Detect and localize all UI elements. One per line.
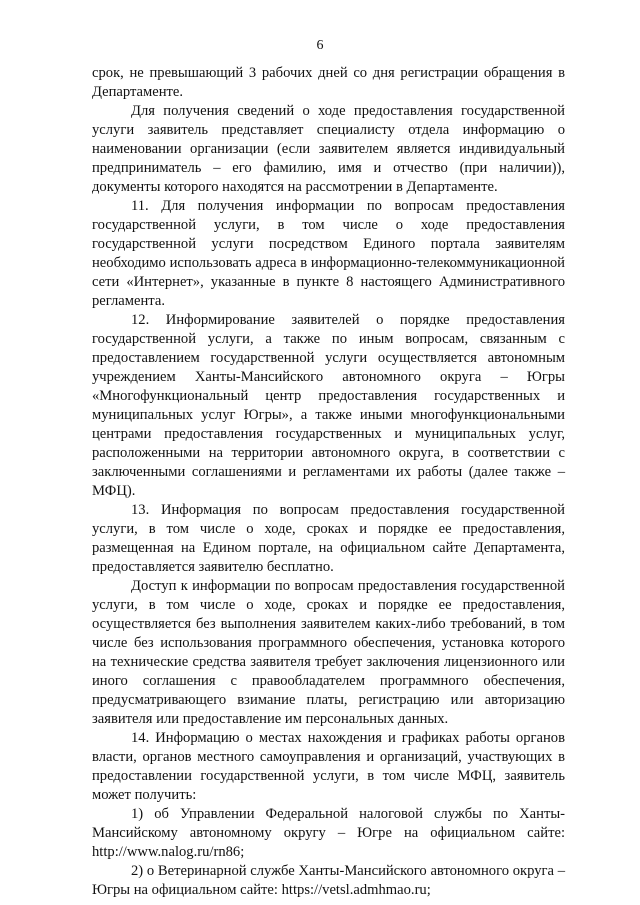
document-body xyxy=(92,64,565,900)
paragraph-item-14: 14. Информацию о местах нахождения и графиках работы органов власти, органов местного самоуправления и организаций, участвующих в предоставлении государственной услуги, в том числе МФЦ, заявитель может получить: xyxy=(92,730,565,803)
page-number: 6 xyxy=(316,38,324,53)
list-item-1: 1) об Управлении Федеральной налоговой службы по Ханты-Мансийскому автономному округу – Югре на официальном сайте: http://www.nalog.ru/rn86; xyxy=(92,806,565,860)
paragraph-item-11: 11. Для получения информации по вопросам предоставления государственной услуги, в том числе о ходе предоставления государственной услуги посредством Единого портала заявителям необходимо использовать адреса в информационно-телекоммуникационной сети «Интернет», указанные в пункте 8 настоящего Административного регламента. xyxy=(92,198,565,309)
list-item-2: 2) о Ветеринарной службе Ханты-Мансийского автономного округа – Югры на официальном сайте: https://vetsl.admhmao.ru; xyxy=(92,863,565,898)
paragraph-access-info: Доступ к информации по вопросам предоставления государственной услуги, в том числе о ходе, сроках и порядке ее предоставления, осуществляется без выполнения заявителем каких-либо требований, в том числе без использования программного обеспечения, установка которого на технические средства заявителя требует заключения лицензионного или иного соглашения с правообладателем программного обеспечения, предусматривающего взимание платы, регистрацию или авторизацию заявителя или предоставление им персональных данных. xyxy=(92,578,565,727)
paragraph-item-13: 13. Информация по вопросам предоставления государственной услуги, в том числе о ходе, сроках и порядке ее предоставления, размещенная на Едином портале, на официальном сайте Департамента, предоставляется заявителю бесплатно. xyxy=(92,502,565,575)
paragraph-status-info: Для получения сведений о ходе предоставления государственной услуги заявитель представляет специалисту отдела информацию о наименовании организации (если заявителем является индивидуальный предприниматель – его фамилию, имя и отчество (при наличии)), документы которого находятся на рассмотрении в Департаменте. xyxy=(92,103,565,195)
paragraph-deadline-continuation: срок, не превышающий 3 рабочих дней со дня регистрации обращения в Департаменте. xyxy=(92,65,565,100)
paragraph-item-12: 12. Информирование заявителей о порядке предоставления государственной услуги, а также по иным вопросам, связанным с предоставлением государственной услуги осуществляется автономным учреждением Ханты-Мансийского автономного округа – Югры «Многофункциональный центр предоставления государственных и муниципальных услуг Югры», а также иными многофункциональными центрами предоставления государственных и муниципальных услуг, расположенными на территории автономного округа, в соответствии с заключенными соглашениями и регламентами их работы (далее также – МФЦ). xyxy=(92,312,565,499)
